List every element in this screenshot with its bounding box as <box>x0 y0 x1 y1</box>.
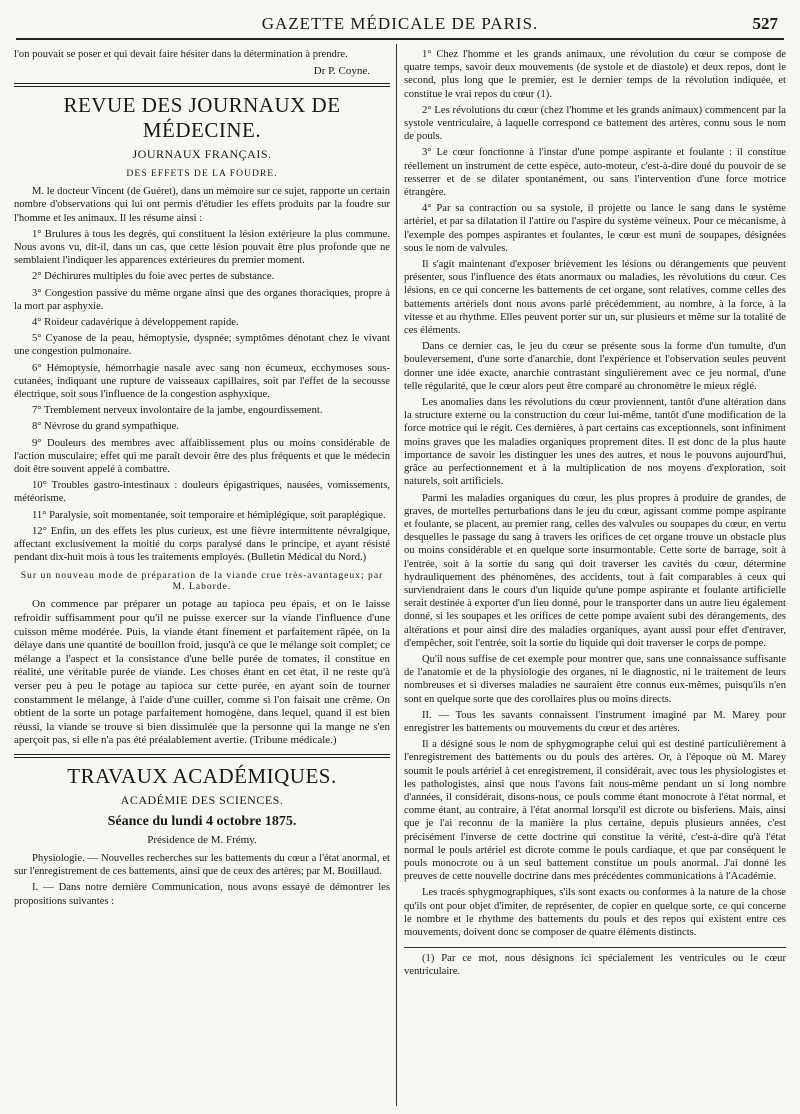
presidence: Présidence de M. Frémy. <box>147 834 257 847</box>
article-paragraph: 2° Les révolutions du cœur (chez l'homme et les grands animaux) commencent par la systole ventriculaire, à laquelle correspond ce battement des artères, connu sous le nom de pouls. <box>404 104 786 143</box>
section-title-travaux: TRAVAUX ACADÉMIQUES. <box>67 764 337 789</box>
list-item: 1° Brulures à tous les degrés, qui constituent la lésion extérieure la plus commune. Nous avons vu, dit-il, dans un cas, que cette lésion pouvait être plus profonde que ne semblaient l'indiquer les apparences extérieures du premier moment. <box>14 228 390 267</box>
article-paragraph: II. — Tous les savants connaissent l'instrument imaginé par M. Marey pour enregistrer les battements ou mouvements du cœur et des artères. <box>404 709 786 734</box>
list-item: 6° Hémoptysie, hémorrhagie nasale avec sang non écumeux, ecchymoses sous-cutanées, indiquant une rupture de vaisseaux capillaires, soit par l'effet de la secousse électrique, soit sous l'influence de la congestion asphyxique. <box>14 362 390 401</box>
physiologie-heading: Physiologie. — Nouvelles recherches sur les battements du cœur a l'état anormal, et sur l'enregistrement de ces battements, ainsi que de ceux des artères; par M. Bouillaud. <box>14 853 390 878</box>
footnote-divider <box>404 947 786 948</box>
list-item: 11° Paralysie, soit momentanée, soit temporaire et hémiplégique, soit paraplégique. <box>32 509 386 521</box>
intro-text: l'on pouvait se poser et qui devait faire hésiter dans la détermination à prendre. <box>14 49 348 60</box>
article-paragraph: Parmi les maladies organiques du cœur, les plus propres à produire de grandes, de graves, de mortelles perturbations dans le jeu du cœur, agissant comme pompe aspirante et foulante, se placent, au premier rang, celles des valvules ou soupapes du cœur, en vertu desquelles le passage du sang à travers les orifices de cet organe trouve un obstacle plus ou moins considérable et en quelque sorte insurmontable. Cette sorte de barrage, soit à l'entrée, soit à la sortie du sang qui doit traverser les cavités du cœur, détermine hydrauliquement des phénomènes, des accidents, tout à fait comparables à ceux qui surviendraient dans le cours d'un liquide qu'une pompe aspirante et foulante artificielle serait destinée à exporter d'un lieu donné, pour le transporter dans un autre lieu également donné, si les soupapes et les orifices de cette pompe avaient subi des dérangements, des altérations et pour ainsi dire des maladies organiques, ayant aussi pour effet d'entraver, d'empêcher, soit l'entrée, soit la sortie du liquide qui doit traverser le corps de pompe. <box>404 492 786 649</box>
page-number: 527 <box>752 14 778 33</box>
list-item: 10° Troubles gastro-intestinaux : douleurs épigastriques, nausées, vomissements, météorisme. <box>14 480 390 505</box>
footnote: (1) Par ce mot, nous désignons ici spécialement les ventricules ou le cœur ventriculaire. <box>404 953 786 978</box>
article-paragraph: On commence par préparer un potage au tapioca peu épais, et on le laisse refroidir suffisamment pour qu'il ne puisse exercer sur la viande l'influence d'une cuisson même modérée. Puis, la viande étant finement et parfaitement râpée, on la délaye dans une quantité de bouillon froid, jusqu'à ce que le mélange soit complet; ce mélange a l'aspect et la consistance d'une belle purée de tomates, il constitue en réalité, une véritable purée de viande. Les choses étant en cet état, il ne reste qu'à verser peu à peu le potage au tapioca sur cette purée, en ayant soin de tourner constamment le mélange, à l'aide d'une cuiller, comme si l'on faisait une crême. On obtient de la sorte un potage parfaitement homogène, dans lequel, quand il est bien réussi, la viande se trouve si bien dissimulée que la personne qui la mange ne s'en aperçoit pas, si elle n'a pas été préalablement avertie. (Tribune médicale.) <box>14 598 390 747</box>
list-item: 2° Déchirures multiples du foie avec pertes de substance. <box>32 271 275 283</box>
section-rule <box>14 754 390 758</box>
article-paragraph: Dans ce dernier cas, le jeu du cœur se présente sous la forme d'un tumulte, d'un bouleversement, d'une sorte d'anarchie, dont l'expérience et l'observation seules peuvent donner une idée exacte, anarchie contrastant singulièrement avec ce jeu normal, d'une telle régularité, que le cœur alors peut être comparé au chronomètre le mieux réglé. <box>404 341 786 392</box>
list-item: 3° Congestion passive du même organe ainsi que des organes thoraciques, propre à la mort par asphyxie. <box>14 287 390 312</box>
section-rule <box>14 83 390 87</box>
subsection-title: JOURNAUX FRANÇAIS. <box>132 147 272 162</box>
article-title-foudre: DES EFFETS DE LA FOUDRE. <box>126 168 278 180</box>
article-paragraph: 4° Par sa contraction ou sa systole, il projette ou lance le sang dans le système artériel, et par sa dilatation il l'attire ou l'aspire du système veineux. Pour ce mécanisme, à l'exemple des pompes aspirantes et foulantes, le cœur est muni de soupapes, désignées sous le nom de valvules. <box>404 203 786 254</box>
article-paragraph: Les anomalies dans les révolutions du cœur proviennent, tantôt d'une altération dans la structure externe ou la construction du cœur lui-même, tantôt d'une modification de la force motrice qui le régit. Ces dernières, à part certains cas exceptionnels, sont infiniment moins graves que les maladies organiques proprement dites. Il est donc de la plus haute importance de savoir les distinguer les unes des autres, et nous le pouvons aujourd'hui, grâce au perfectionnement et à la multiplication de nos moyens d'exploration, soit naturels, soit artificiels. <box>404 397 786 488</box>
signature: Dr P. Coyne. <box>313 65 370 78</box>
list-item: 5° Cyanose de la peau, hémoptysie, dyspnée; symptômes dénotant chez le vivant une congestion pulmonaire. <box>14 333 390 358</box>
left-column <box>14 48 390 1104</box>
session-date: Séance du lundi 4 octobre 1875. <box>107 814 297 830</box>
journal-title: GAZETTE MÉDICALE DE PARIS. <box>261 14 539 33</box>
list-item: 8° Névrose du grand sympathique. <box>32 421 179 433</box>
column-divider <box>396 44 397 1106</box>
page-header <box>16 8 784 40</box>
article-paragraph: Les tracés sphygmographiques, s'ils sont exacts ou conformes à la nature de la chose qu'ils ont pour objet d'imiter, de représenter, de copier en quelque sorte, ce qui concerne le nombre et le rhythme des battements du pouls et des repos qui existent entre ces mouvements, doivent donc se composer de quatre éléments distincts. <box>404 887 786 938</box>
list-item: 4° Roideur cadavérique à développement rapide. <box>32 317 239 329</box>
section-title-revue: REVUE DES JOURNAUX DE MÉDECINE. <box>63 93 341 143</box>
article-paragraph: Il s'agit maintenant d'exposer brièvement les lésions ou dérangements que peuvent présenter, sous l'influence des états anormaux ou maladies, les révolutions du cœur. Ces lésions, en ce qui concerne les battements de cet organe, sont relatives, comme celles des battements artériels dont nous avons parlé précédemment, au nombre, à la force, à la vitesse et au rhythme. Elles peuvent porter sur un, sur plusieurs et même sur la totalité de ces éléments. <box>404 259 786 337</box>
list-item: 9° Douleurs des membres avec affaiblissement plus ou moins considérable de l'action musculaire; effet qui me paraît devoir être des plus fréquents et que le médecin doit être souvent appelé à combattre. <box>14 437 390 476</box>
article-paragraph: 1° Chez l'homme et les grands animaux, une révolution du cœur se compose de quatre temps, savoir deux mouvements (de systole et de diastole) et deux repos, dont le second, plus long que le premier, est le dernier temps de la révolution indiquée, et constitue le vrai repos du cœur (1). <box>404 49 786 100</box>
article-paragraph: Qu'il nous suffise de cet exemple pour montrer que, sans une connaissance suffisante de l'anatomie et de la physiologie des organes, ni le diagnostic, ni le traitement de leurs nombreuses et si diverses maladies ne sauraient être connus eux-mêmes, puisqu'ils n'en sont en quelque sorte que des corollaires plus ou moins directs. <box>404 653 786 705</box>
article-paragraph: M. le docteur Vincent (de Guéret), dans un mémoire sur ce sujet, rapporte un certain nombre d'observations qui lui ont permis d'étudier les effets produits par la foudre sur l'homme et les animaux. Il les résume ainsi : <box>14 186 390 224</box>
list-item: 12° Enfin, un des effets les plus curieux, est une fièvre intermittente névralgique, affectant exclusivement la moitié du corps paralysé dans le principe, et ayant résisté pendant dix-huit mois à tous les traitements employés. (Bulletin Médical du Nord.) <box>14 525 390 564</box>
list-item: 7° Tremblement nerveux involontaire de la jambe, engourdissement. <box>32 405 323 417</box>
article-paragraph: 3° Le cœur fonctionne à l'instar d'une pompe aspirante et foulante : il constitue réellement un instrument de cette espèce, auto-moteur, c'est-à-dire doué du pouvoir de se resserrer et de se dilater spontanément, ou sans l'intervention d'une force motrice étrangère. <box>404 147 786 199</box>
article-title-viande: Sur un nouveau mode de préparation de la viande crue très-avantageux; par M. Laborde. <box>20 570 384 593</box>
article-paragraph: I. — Dans notre dernière Communication, nous avons essayé de démontrer les propositions suivantes : <box>14 882 390 907</box>
academy-title: ACADÉMIE DES SCIENCES. <box>120 793 284 808</box>
article-paragraph: Il a désigné sous le nom de sphygmographe celui qui est destiné particulièrement à l'enregistrement des battements ou du pouls des artères. Or, à l'époque où M. Marey soumit le pouls artériel à cet enregistrement, il considérait, avec tous les physiologistes et les pathologistes, ainsi que nous l'avons fait nous-même pendant un si long nombre d'années, il considérait, disons-nous, ce pouls comme étant monocrote à l'état normal, et comme étant, au contraire, à l'état anormal lorsqu'il est dicrote ou bisferiens. Mais, ainsi que je l'ai reconnu de la manière la plus certaine, depuis plusieurs années, c'est précisément l'inverse de cette doctrine qui constitue la vérité, c'est-à-dire qu'à l'état normal le pouls artériel est dicrote comme le pouls cardiaque, et que par conséquent le pouls monocrote ou à un seul battement constitue un pouls anormal. J'ai donné les preuves de cette nouvelle doctrine dans mes précédentes communications à l'Académie. <box>404 739 786 883</box>
right-column <box>404 48 786 1104</box>
